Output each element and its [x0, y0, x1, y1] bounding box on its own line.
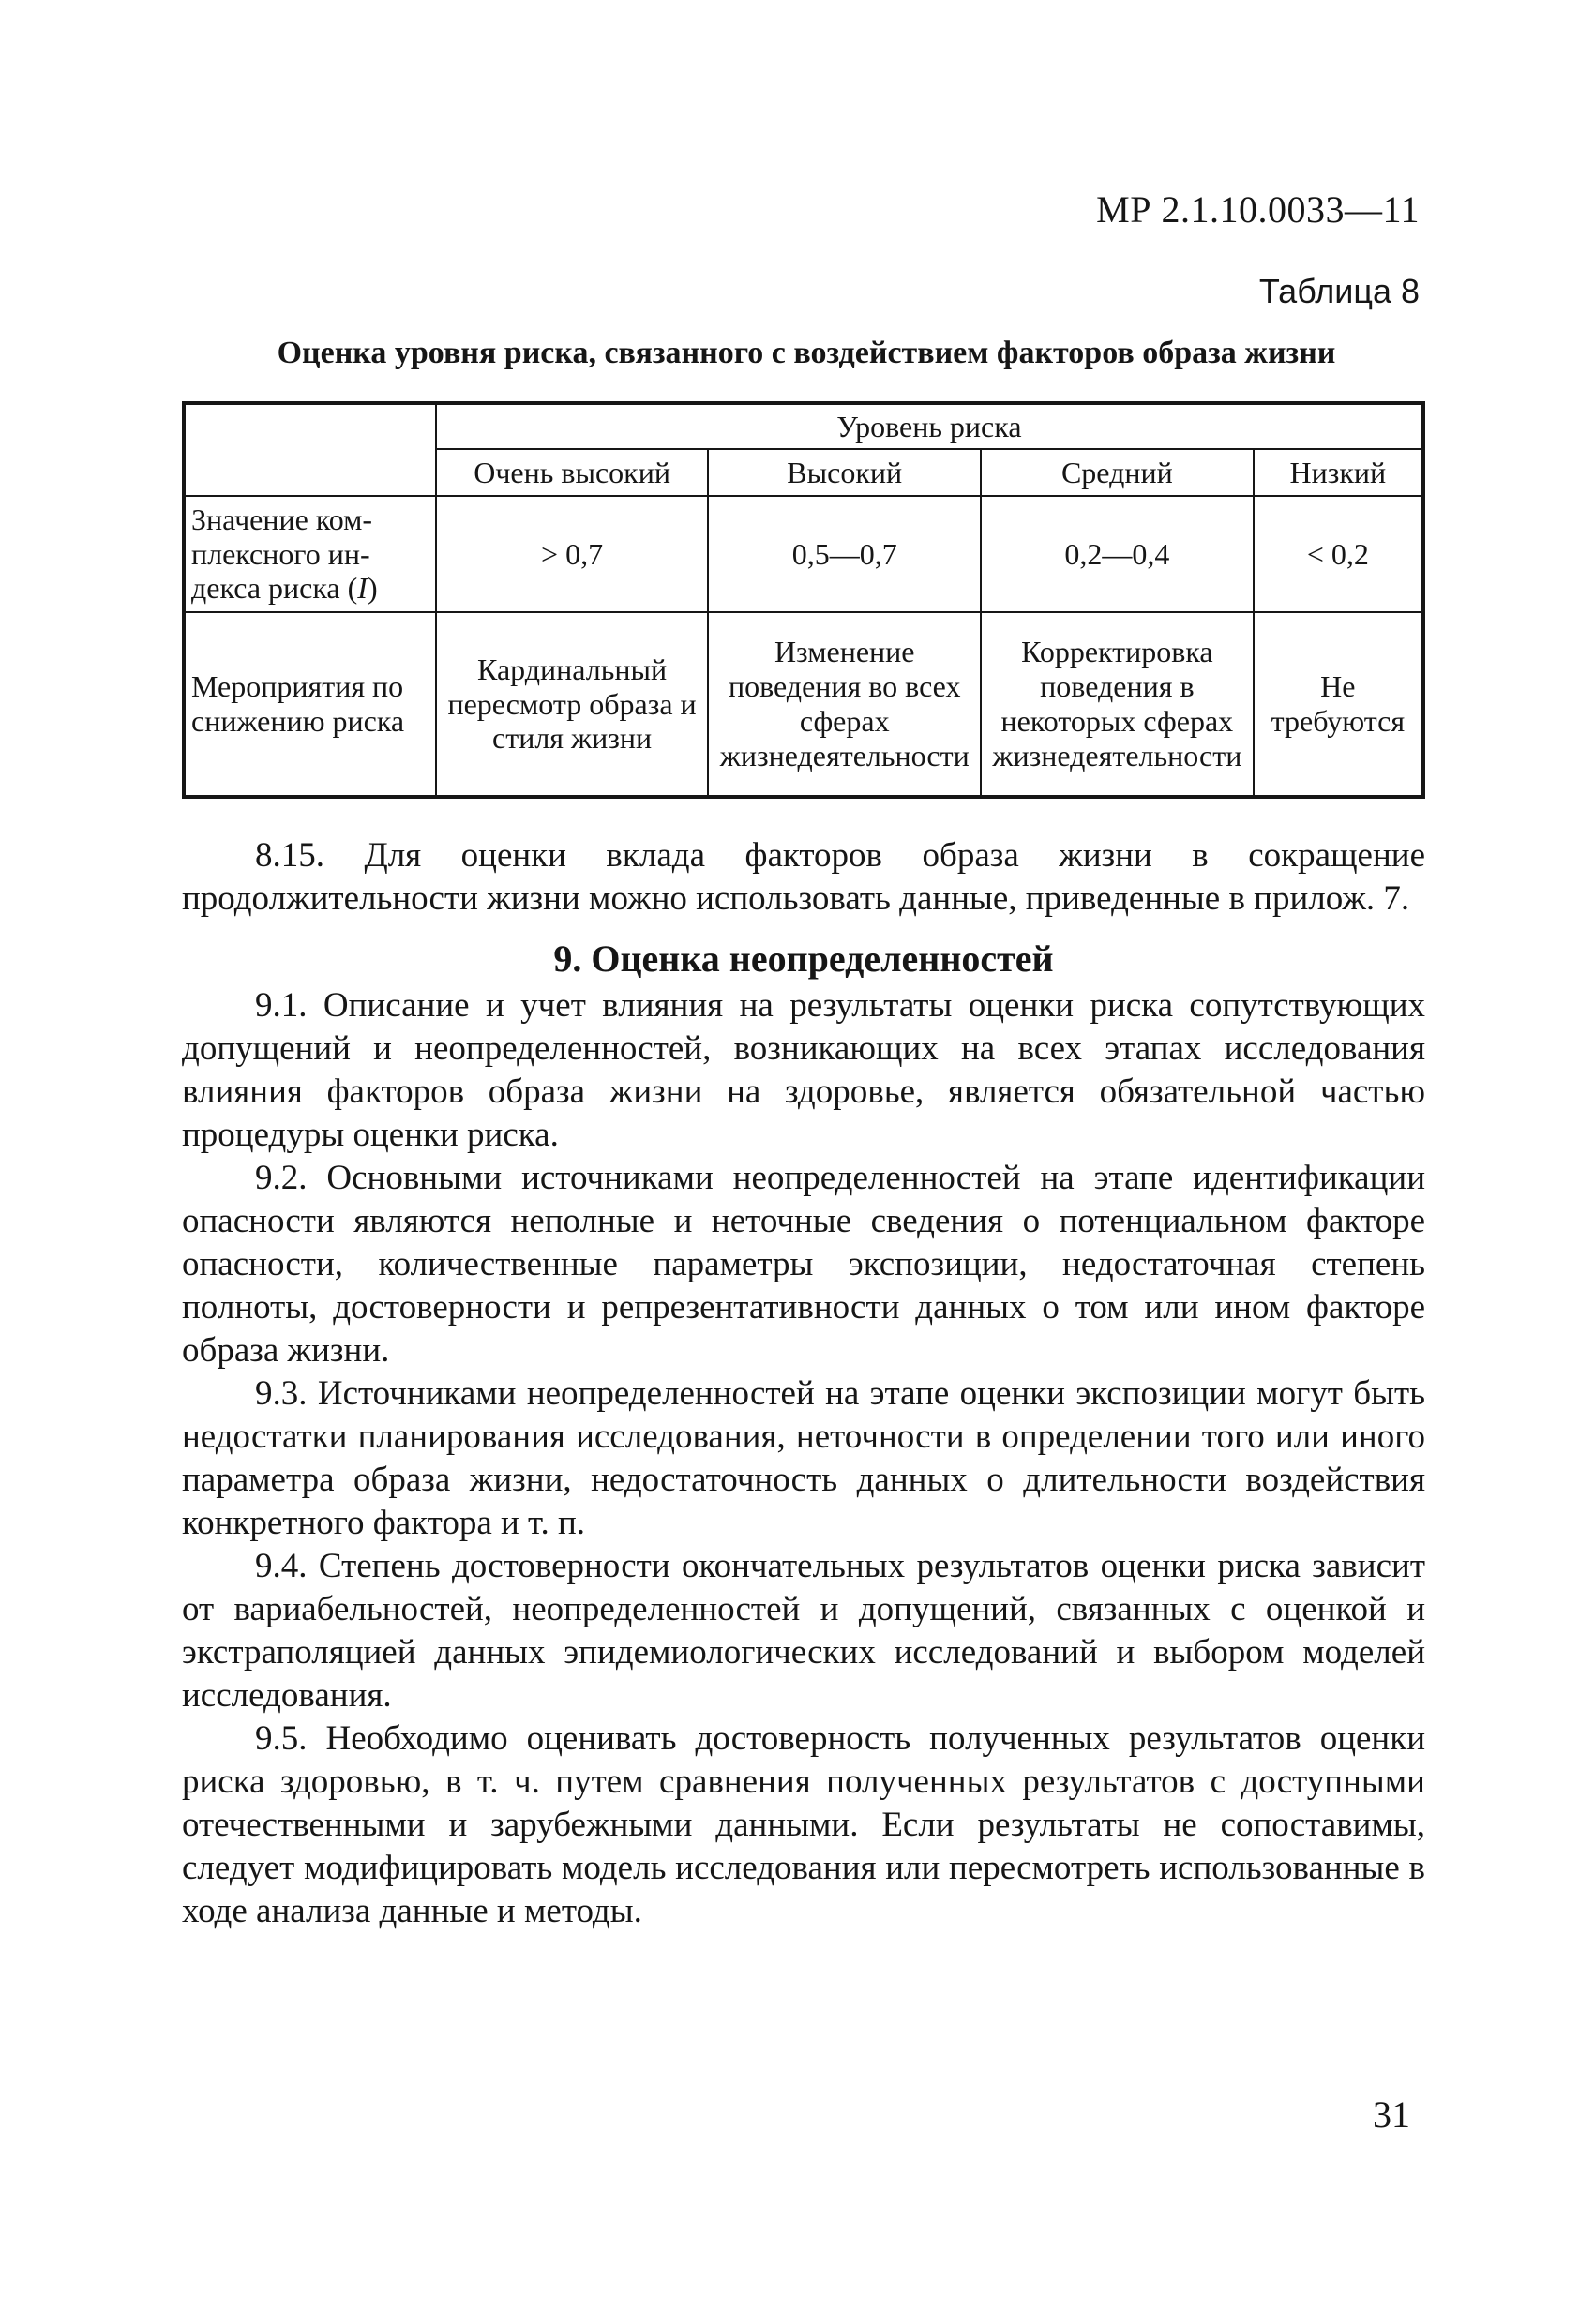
page-number: 31 [1373, 2093, 1410, 2136]
risk-level-group-header: Уровень риска [436, 403, 1423, 449]
document-code: МР 2.1.10.0033—11 [1096, 188, 1420, 231]
table-number: Таблица 8 [1258, 272, 1420, 310]
table-cell: < 0,2 [1254, 496, 1423, 612]
table-corner-cell [184, 403, 436, 496]
table-row [184, 612, 1423, 797]
row-label-measures: Мероприятия по снижению риска [184, 612, 436, 797]
risk-level-table [182, 401, 1425, 799]
paragraph-9-5: 9.5. Необходимо оценивать достоверность полученных результатов оценки риска здоровью, в т. ч. путем сравнения полученных результатов с доступными отечественными и зарубежными данными. Если результаты не сопоставимы, следует модифицировать модель исследования или пересмотреть использованные в ходе анализа данные и методы. [182, 1719, 1425, 1930]
table-header-row [184, 403, 1423, 449]
column-header-medium: Средний [981, 449, 1254, 496]
body-text [182, 834, 1425, 1933]
table-cell: 0,2—0,4 [981, 496, 1254, 612]
column-header-high: Высокий [708, 449, 981, 496]
paragraph-9-1: 9.1. Описание и учет влияния на результаты оценки риска сопутствующих допущений и неопределенностей, возникающих на всех этапах исследования влияния факторов образа жизни на здоровье, является обязательной частью процедуры оценки риска. [182, 986, 1425, 1154]
table-cell: Корректировка поведения в некоторых сферах жизнедеятельности [981, 612, 1254, 797]
table-cell: Не требуются [1254, 612, 1423, 797]
paragraph-9-4: 9.4. Степень достоверности окончательных результатов оценки риска зависит от вариабельностей, неопределенностей и допущений, связанных с оценкой и экстраполяцией данных эпидемиологических исследований и выбором моделей исследования. [182, 1547, 1425, 1715]
table-cell: > 0,7 [436, 496, 709, 612]
table-title: Оценка уровня риска, связанного с воздействием факторов образа жизни [277, 336, 1336, 370]
table-cell: 0,5—0,7 [708, 496, 981, 612]
section-9-heading: 9. Оценка неопределенностей [553, 937, 1054, 980]
paragraph-9-3: 9.3. Источниками неопределенностей на этапе оценки экспозиции могут быть недостатки планирования исследования, неточности в определении того или иного параметра образа жизни, недостаточность данных о длительности воздействия конкретного фактора и т. п. [182, 1374, 1425, 1542]
table-row [184, 496, 1423, 612]
table-cell: Кардинальный пересмотр образа и стиля жизни [436, 612, 709, 797]
paragraph-8-15: 8.15. Для оценки вклада факторов образа жизни в сокращение продолжительности жизни можно использовать данные, приведенные в прилож. 7. [182, 836, 1425, 918]
table-cell: Изменение поведения во всех сферах жизнедеятельности [708, 612, 981, 797]
column-header-very-high: Очень высокий [436, 449, 709, 496]
paragraph-9-2: 9.2. Основными источниками неопределенностей на этапе идентификации опасности являются неполные и неточные сведения о потенциальном факторе опасности, количественные параметры экспозиции, недостаточная степень полноты, достоверности и репрезентативности данных о том или ином факторе образа жизни. [182, 1159, 1425, 1370]
column-header-low: Низкий [1254, 449, 1423, 496]
row-label-risk-index: Значение ком- плексного ин- декса риска (I) [184, 496, 436, 612]
